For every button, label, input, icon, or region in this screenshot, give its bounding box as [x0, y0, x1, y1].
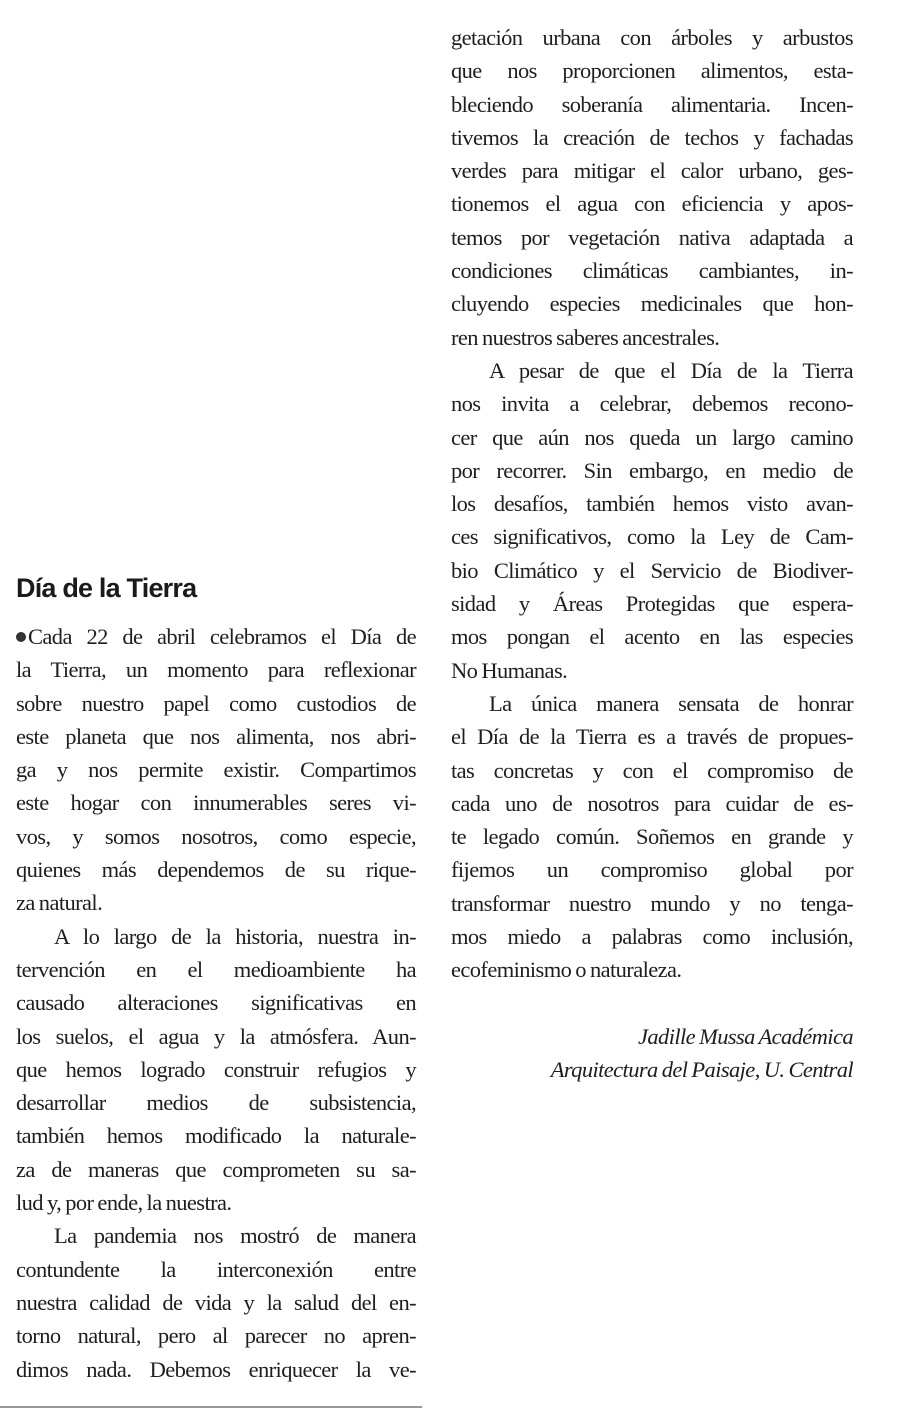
- text-line-content: tivemos la creación de techos y fachadas: [451, 124, 853, 150]
- text-line-content: la Tierra, un momento para reflexionar: [16, 657, 416, 683]
- text-line: [16, 1319, 416, 1352]
- text-line-content: getación urbana con árboles y arbustos: [451, 25, 853, 50]
- text-line-content: contundente la interconexión entre: [16, 1256, 416, 1282]
- text-line: [16, 920, 416, 953]
- text-line-content: este hogar con innumerables seres vi-: [16, 790, 416, 816]
- text-line: [451, 54, 853, 87]
- text-line-content: ren nuestros saberes ancestrales.: [451, 324, 720, 350]
- text-line: [451, 987, 853, 1020]
- text-line: [451, 187, 853, 220]
- text-line: [451, 254, 853, 287]
- text-line: [451, 920, 853, 953]
- bullet-icon: [16, 632, 26, 642]
- text-line-content: dimos nada. Debemos enriquecer la ve-: [16, 1356, 416, 1382]
- text-line: [16, 1086, 416, 1119]
- text-line-content: condiciones climáticas cambiantes, in-: [451, 258, 853, 284]
- text-line: [16, 1219, 416, 1252]
- text-line: [16, 1153, 416, 1186]
- text-line: [451, 21, 853, 54]
- text-line-content: quienes más dependemos de su rique-: [16, 857, 416, 883]
- text-line: [451, 620, 853, 653]
- text-line: [451, 820, 853, 853]
- text-line: [451, 387, 853, 420]
- text-line: [16, 786, 416, 819]
- text-line-content: ces significativos, como la Ley de Cam-: [451, 524, 853, 550]
- text-line-content: No Humanas.: [451, 657, 568, 683]
- text-line: [451, 787, 853, 820]
- text-line-content: za de maneras que comprometen su sa-: [16, 1156, 416, 1182]
- text-line: [16, 653, 416, 686]
- text-line-content: cluyendo especies medicinales que hon-: [451, 291, 853, 317]
- text-line-content: también hemos modificado la naturale-: [16, 1123, 416, 1149]
- signature-line: [451, 1053, 853, 1086]
- text-line-content: ecofeminismo o naturaleza.: [451, 957, 682, 983]
- text-line: [451, 687, 853, 720]
- text-line: [451, 321, 853, 354]
- text-line-content: verdes para mitigar el calor urbano, ges-: [451, 158, 853, 184]
- text-line-content: Cada 22 de abril celebramos el Día de: [28, 624, 416, 649]
- text-line-content: los suelos, el agua y la atmósfera. Aun-: [16, 1023, 416, 1049]
- text-line-content: A pesar de que el Día de la Tierra: [489, 357, 853, 383]
- text-line-content: nuestra calidad de vida y la salud del en-: [16, 1289, 416, 1315]
- text-line-content: tas concretas y con el compromiso de: [451, 757, 853, 783]
- text-line: [451, 554, 853, 587]
- text-line: [16, 1053, 416, 1086]
- text-line-content: cada uno de nosotros para cuidar de es-: [451, 790, 853, 816]
- text-line-content: lud y, por ende, la nuestra.: [16, 1190, 232, 1216]
- text-line: [16, 687, 416, 720]
- text-line: [16, 620, 416, 653]
- text-line: [451, 221, 853, 254]
- text-line-content: por recorrer. Sin embargo, en medio de: [451, 457, 853, 483]
- text-line-content: este planeta que nos alimenta, nos abri-: [16, 723, 416, 749]
- text-line-content: los desafíos, también hemos visto avan-: [451, 491, 853, 517]
- text-line-content: bio Climático y el Servicio de Biodiver-: [451, 557, 853, 583]
- text-line-content: sobre nuestro papel como custodios de: [16, 690, 416, 716]
- text-line-content: temos por vegetación nativa adaptada a: [451, 224, 853, 250]
- bottom-rule: [0, 1406, 422, 1408]
- text-line: [16, 953, 416, 986]
- text-line-content: vos, y somos nosotros, como especie,: [16, 823, 416, 849]
- text-line: [451, 454, 853, 487]
- text-line-content: Jadille Mussa Académica: [638, 1023, 853, 1049]
- left-column: [16, 620, 416, 1386]
- text-line-content: bleciendo soberanía alimentaria. Incen-: [451, 91, 853, 117]
- text-line: [451, 887, 853, 920]
- text-line: [451, 154, 853, 187]
- text-line: [451, 121, 853, 154]
- text-line-content: sidad y Áreas Protegidas que espera-: [451, 591, 853, 617]
- text-line: [16, 1286, 416, 1319]
- text-line: [451, 720, 853, 753]
- text-line: [451, 287, 853, 320]
- text-line: [16, 986, 416, 1019]
- text-line: [451, 953, 853, 986]
- text-line: [451, 487, 853, 520]
- text-line-content: A lo largo de la historia, nuestra in-: [54, 923, 416, 949]
- text-line: [16, 1353, 416, 1386]
- text-line-content: za natural.: [16, 890, 103, 916]
- text-line: [451, 587, 853, 620]
- text-line: [16, 753, 416, 786]
- text-line-content: mos miedo a palabras como inclusión,: [451, 924, 853, 950]
- text-line: [451, 754, 853, 787]
- text-line-content: Arquitectura del Paisaje, U. Central: [550, 1057, 853, 1083]
- text-line: [451, 853, 853, 886]
- signature-line: [451, 1020, 853, 1053]
- text-line-content: nos invita a celebrar, debemos recono-: [451, 391, 853, 417]
- text-line: [451, 520, 853, 553]
- text-line-content: que hemos logrado construir refugios y: [16, 1056, 416, 1082]
- text-line-content: La única manera sensata de honrar: [489, 690, 853, 716]
- text-line-content: mos pongan el acento en las especies: [451, 624, 853, 650]
- text-line: [451, 654, 853, 687]
- text-line-content: transformar nuestro mundo y no tenga-: [451, 890, 853, 916]
- text-line-content: torno natural, pero al parecer no apren-: [16, 1323, 416, 1349]
- text-line-content: La pandemia nos mostró de manera: [54, 1223, 416, 1249]
- text-line: [16, 1119, 416, 1152]
- right-column: [451, 21, 853, 1087]
- text-line: [16, 1186, 416, 1219]
- text-line: [16, 1020, 416, 1053]
- text-line-content: que nos proporcionen alimentos, esta-: [451, 58, 853, 84]
- text-line-content: ga y nos permite existir. Compartimos: [16, 757, 416, 783]
- text-line: [451, 354, 853, 387]
- text-line: [16, 886, 416, 919]
- text-line-content: desarrollar medios de subsistencia,: [16, 1090, 416, 1116]
- text-line: [451, 88, 853, 121]
- text-line: [16, 820, 416, 853]
- text-line: [451, 421, 853, 454]
- text-line-content: te legado común. Soñemos en grande y: [451, 824, 853, 850]
- text-line: [16, 720, 416, 753]
- article-title: Día de la Tierra: [16, 573, 197, 604]
- text-line-content: tionemos el agua con eficiencia y apos-: [451, 191, 853, 217]
- text-line-content: tervención en el medioambiente ha: [16, 956, 416, 982]
- text-line-content: cer que aún nos queda un largo camino: [451, 424, 853, 450]
- text-line: [16, 853, 416, 886]
- text-line-content: el Día de la Tierra es a través de propues-: [451, 724, 853, 750]
- text-line: [16, 1253, 416, 1286]
- text-line-content: fijemos un compromiso global por: [451, 857, 853, 883]
- text-line-content: causado alteraciones significativas en: [16, 990, 416, 1016]
